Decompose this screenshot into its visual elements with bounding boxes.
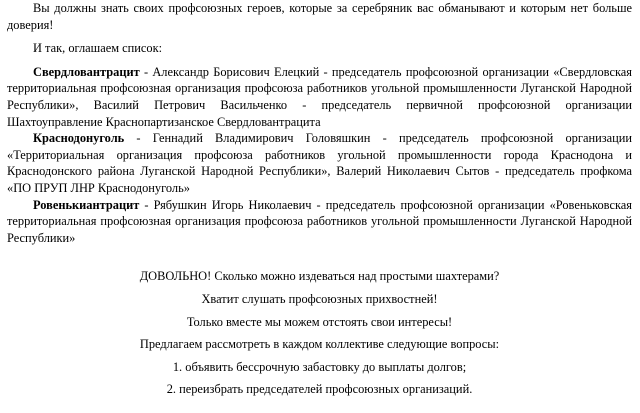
org-paragraph-sverdlovantracit [7,64,632,130]
appeal-enough: ДОВОЛЬНО! Сколько можно издеваться над простыми шахтерами? [139,269,500,284]
appeal-together: Только вместе мы можем отстоять свои интересы! [186,314,453,329]
org-details: - Александр Борисович Елецкий - председатель профсоюзной организации «Свердловская территориальная профсоюзная организация профсоюза работников угольной промышленности Луганской Народной Республики», Василий Петрович Васильченко - председатель первичной профсоюзной организации Шахтоуправление Краснопартизанское Свердловантрацита [7,64,632,129]
appeal-stop-listening: Хватит слушать профсоюзных прихвостней! [201,291,438,306]
appeal-item: 2. переизбрать председателей профсоюзных организаций. [166,382,473,397]
list-heading: И так, оглашаем список: [33,41,163,56]
org-details: - Рябушкин Игорь Николаевич - председатель профсоюзной организации «Ровеньковская территориальная профсоюзная организация профсоюза работников угольной промышленности Луганской Народной Республики» [7,197,632,245]
appeal-proposal: Предлагаем рассмотреть в каждом коллективе следующие вопросы: [139,337,500,352]
org-name: Свердловантрацит [33,64,140,79]
appeal-item: 1. объявить бессрочную забастовку до выплаты долгов; [172,359,467,374]
org-name: Ровенькиантрацит [33,197,140,212]
org-details: - Геннадий Владимирович Головяшкин - председатель профсоюзной организации «Территориальная организация профсоюза работников угольной промышленности города Краснодона и Краснодонского района Луганской Народной Республики», Валерий Николаевич Сытов - председатель профкома «ПО ПРУП ЛНР Краснодонуголь» [7,131,632,195]
org-paragraph-rovenkiantracit [7,197,632,247]
org-paragraph-krasnodonugol [7,130,632,196]
org-name: Краснодонуголь [33,131,125,146]
intro-heroes-paragraph: Вы должны знать своих профсоюзных героев, которые за серебряник вас обманывают и которым нет больше доверия! [7,1,632,32]
document-page [7,0,632,398]
